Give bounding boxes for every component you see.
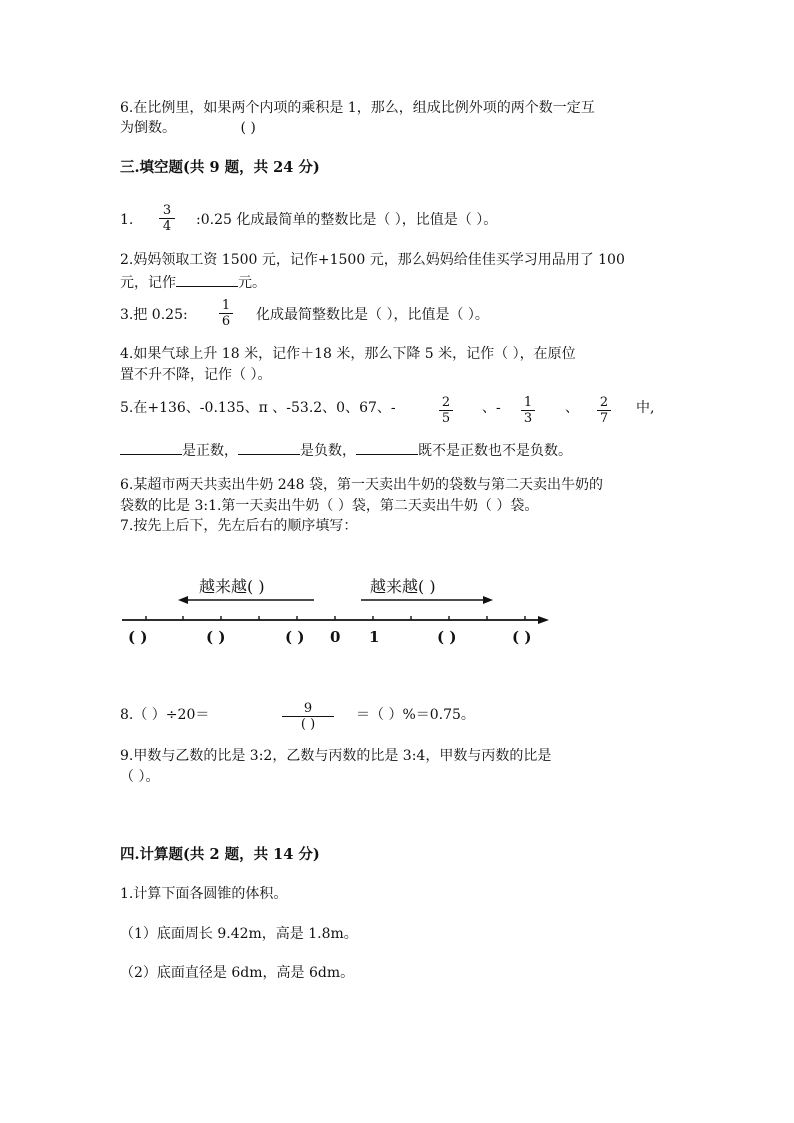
fill-q7-line1: 7.按先上后下，先左后右的顺序填写： bbox=[120, 518, 358, 534]
fill-q1-text: :0.25 化成最简单的整数比是（ ），比值是（ ）。 bbox=[196, 212, 498, 228]
judge-q6-line2 bbox=[120, 118, 256, 138]
fill-q2-text-b: 元。 bbox=[238, 275, 266, 291]
fill-q5-blank-neither[interactable] bbox=[356, 439, 418, 455]
section-4-title: 四.计算题(共 2 题，共 14 分) bbox=[120, 846, 320, 863]
fraction-denominator: 6 bbox=[221, 314, 231, 329]
fill-q8-suffix: ＝（ ）%＝0.75。 bbox=[356, 707, 475, 723]
fill-q4-line1: 4.如果气球上升 18 米，记作＋18 米，那么下降 5 米，记作（ ），在原位 bbox=[120, 346, 576, 362]
fill-q9-line1: 9.甲数与乙数的比是 3:2，乙数与丙数的比是 3:4，甲数与丙数的比是 bbox=[120, 748, 552, 764]
fill-q5-blank-negative[interactable] bbox=[238, 439, 300, 455]
calc-q1-sub1: （1）底面周长 9.42m，高是 1.8m。 bbox=[120, 926, 358, 942]
fill-q2-blank[interactable] bbox=[176, 271, 238, 287]
left-arrow-head bbox=[178, 596, 188, 604]
fill-q5-fraction-2 bbox=[521, 395, 535, 426]
fraction-denominator: 4 bbox=[162, 219, 172, 234]
fill-q5-line2 bbox=[120, 439, 572, 461]
fill-q2-line1: 2.妈妈领取工资 1500 元，记作+1500 元，那么妈妈给佳佳买学习用品用了 100 bbox=[120, 252, 625, 268]
fraction-numerator: 2 bbox=[439, 395, 453, 411]
fill-q5-suffix: 中, bbox=[636, 400, 655, 416]
fill-q4-line2: 置不升不降，记作（ ）。 bbox=[120, 367, 272, 383]
fill-q8-fraction bbox=[282, 701, 334, 732]
fraction-denominator: 7 bbox=[599, 411, 609, 426]
right-arrow-head bbox=[483, 596, 493, 604]
judge-q6-text: 为倒数。 bbox=[120, 120, 176, 136]
fill-q5-text-c: 既不是正数也不是负数。 bbox=[418, 443, 572, 459]
fill-q2-line2 bbox=[120, 271, 266, 293]
judge-q6-answer-paren[interactable]: ( ) bbox=[240, 120, 256, 136]
number-line-label-7[interactable]: ( ) bbox=[512, 628, 532, 646]
fill-q3-fraction bbox=[219, 298, 233, 329]
fill-q5-fraction-3 bbox=[597, 395, 611, 426]
number-line-label-3[interactable]: ( ) bbox=[285, 628, 305, 646]
fill-q5-sep-1: 、- bbox=[482, 400, 501, 416]
fraction-numerator: 2 bbox=[597, 395, 611, 411]
fraction-numerator: 1 bbox=[219, 298, 233, 314]
calc-q1: 1.计算下面各圆锥的体积。 bbox=[120, 886, 288, 902]
number-line-label-6[interactable]: ( ) bbox=[437, 628, 457, 646]
left-arrow-label: 越来越( ) bbox=[199, 577, 265, 596]
number-line-label-1[interactable]: ( ) bbox=[128, 628, 148, 646]
fill-q5-text-a: 是正数， bbox=[182, 443, 238, 459]
judge-q6-line1: 6.在比例里，如果两个内项的乘积是 1，那么，组成比例外项的两个数一定互 bbox=[120, 100, 595, 116]
fill-q9-line2: （ ）。 bbox=[120, 769, 160, 785]
fraction-denominator[interactable]: ( ) bbox=[300, 717, 316, 732]
fill-q3-prefix: 3.把 0.25: bbox=[120, 307, 188, 323]
fill-q1-fraction bbox=[159, 203, 175, 234]
number-line-label-one: 1 bbox=[369, 628, 380, 646]
fill-q5-text-b: 是负数， bbox=[300, 443, 356, 459]
fill-q3-text: 化成最简整数比是（ ），比值是（ ）。 bbox=[256, 307, 489, 323]
fill-q6-line2: 袋数的比是 3:1.第一天卖出牛奶（ ）袋，第二天卖出牛奶（ ）袋。 bbox=[120, 498, 539, 514]
fraction-denominator: 5 bbox=[441, 411, 451, 426]
fill-q6-line1: 6.某超市两天共卖出牛奶 248 袋，第一天卖出牛奶的袋数与第二天卖出牛奶的 bbox=[120, 477, 603, 493]
number-line-label-2[interactable]: ( ) bbox=[206, 628, 226, 646]
section-3-title: 三.填空题(共 9 题，共 24 分) bbox=[120, 159, 320, 176]
calc-q1-sub2: （2）底面直径是 6dm，高是 6dm。 bbox=[120, 965, 355, 981]
fraction-numerator: 9 bbox=[282, 701, 334, 717]
fill-q5-blank-positive[interactable] bbox=[120, 439, 182, 455]
fraction-numerator: 3 bbox=[159, 203, 175, 219]
fill-q8-prefix: 8.（ ）÷20＝ bbox=[120, 707, 210, 723]
fill-q5-sep-2: 、 bbox=[565, 400, 579, 416]
fill-q2-text-a: 元，记作 bbox=[120, 275, 176, 291]
fraction-numerator: 1 bbox=[521, 395, 535, 411]
fill-q5-prefix: 5.在+136、-0.135、π 、-53.2、0、67、- bbox=[120, 400, 396, 416]
number-line-arrowhead bbox=[538, 616, 549, 624]
number-line-label-zero: 0 bbox=[330, 628, 341, 646]
fill-q5-fraction-1 bbox=[439, 395, 453, 426]
fill-q1-prefix: 1. bbox=[120, 212, 134, 228]
fraction-denominator: 3 bbox=[523, 411, 533, 426]
right-arrow-label: 越来越( ) bbox=[370, 577, 436, 596]
